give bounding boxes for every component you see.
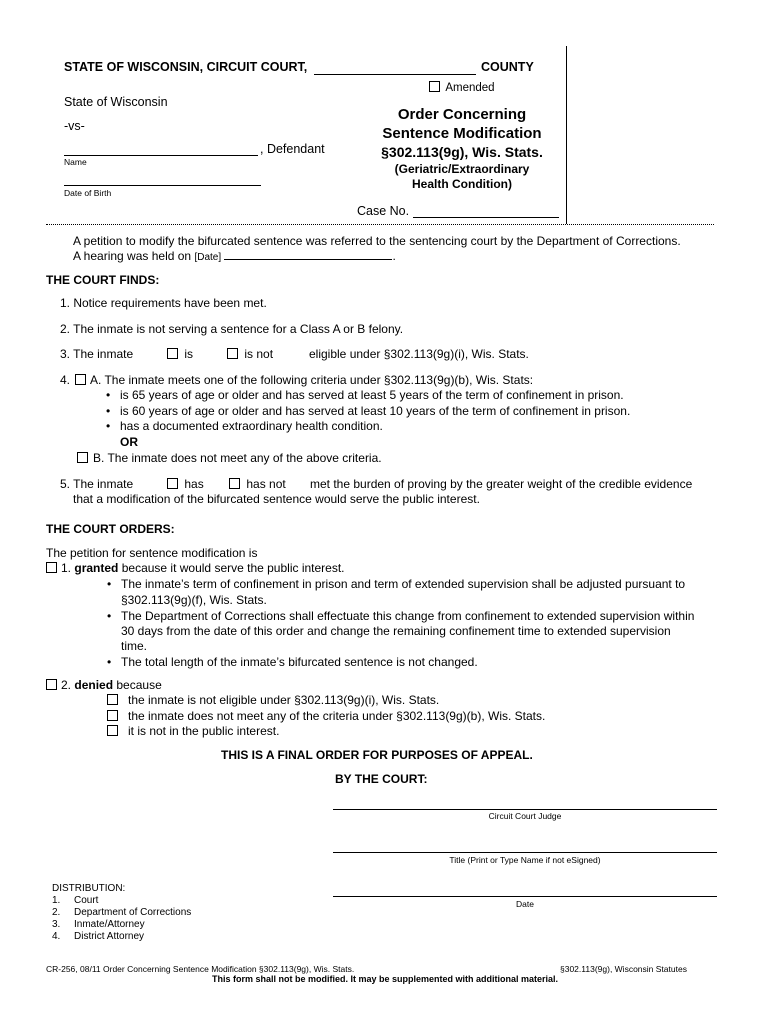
granted-num: 1. bbox=[61, 561, 72, 575]
distribution-item-2 bbox=[52, 907, 191, 918]
header-separator bbox=[46, 224, 714, 225]
finding-4b-text: B. The inmate does not meet any of the above criteria. bbox=[93, 451, 382, 465]
final-order-notice: THIS IS A FINAL ORDER FOR PURPOSES OF APPEAL. bbox=[221, 748, 533, 762]
name-label: Name bbox=[64, 157, 87, 167]
finding-4a-bullet-1: • is 65 years of age or older and has served at least 5 years of the term of confinement in prison. bbox=[120, 388, 624, 402]
finding-5-prefix: 5. The inmate bbox=[60, 477, 134, 491]
denied-num: 2. bbox=[61, 678, 72, 692]
denied-reason-3-checkbox[interactable] bbox=[107, 725, 118, 736]
judge-signature-line[interactable] bbox=[333, 809, 717, 810]
form-title-5: Health Condition) bbox=[412, 177, 512, 191]
form-title-4: (Geriatric/Extraordinary bbox=[394, 162, 530, 176]
finding-4b-checkbox[interactable] bbox=[77, 452, 88, 463]
intro-hearing-text: A hearing was held on bbox=[73, 249, 192, 263]
distribution-item-3 bbox=[52, 919, 145, 930]
granted-bullet-3: • The total length of the inmate’s bifurcated sentence is not changed. bbox=[121, 655, 478, 669]
finding-5-hasnot-label: has not bbox=[246, 477, 286, 491]
finding-5-suffix: met the burden of proving by the greater weight of the credible evidence bbox=[310, 477, 693, 491]
granted-bullet-1b: §302.113(9g)(f), Wis. Stats. bbox=[121, 593, 267, 607]
granted-reason: because it would serve the public interest. bbox=[121, 561, 345, 575]
footer-form-id: CR-256, 08/11 Order Concerning Sentence Modification §302.113(9g), Wis. Stats. bbox=[46, 964, 355, 974]
intro-line-2 bbox=[73, 249, 396, 263]
intro-line-1: A petition to modify the bifurcated sentence was referred to the sentencing court by the Department of Corrections. bbox=[73, 234, 681, 248]
finding-3-isnot-option[interactable] bbox=[227, 347, 273, 361]
state-party: State of Wisconsin bbox=[64, 95, 168, 109]
by-the-court: BY THE COURT: bbox=[335, 772, 428, 786]
finding-4a-text: A. The inmate meets one of the following criteria under §302.113(9g)(b), Wis. Stats: bbox=[90, 373, 534, 387]
form-title-2: Sentence Modification bbox=[382, 125, 542, 142]
finding-4a-bullet-2: • is 60 years of age or older and has served at least 10 years of the term of confinement in prison. bbox=[120, 404, 630, 418]
finding-3-is-checkbox[interactable] bbox=[167, 348, 178, 359]
denied-word: denied bbox=[74, 678, 114, 692]
finding-5-has-label: has bbox=[184, 477, 204, 491]
date-line[interactable] bbox=[333, 896, 717, 897]
case-no-line[interactable] bbox=[413, 217, 559, 218]
distribution-num-4: 4. bbox=[52, 931, 61, 942]
denied-reason-2-checkbox[interactable] bbox=[107, 710, 118, 721]
finding-4a-checkbox[interactable] bbox=[75, 374, 86, 385]
denied-reason-1-checkbox[interactable] bbox=[107, 694, 118, 705]
finding-3-prefix: 3. The inmate bbox=[60, 347, 134, 361]
granted-bullet-2a: • The Department of Corrections shall effectuate this change from confinement to extended supervision within bbox=[121, 609, 694, 623]
granted-line bbox=[61, 561, 345, 575]
granted-bullet-2b: 30 days from the date of this order and change the remaining confinement time to extended supervision bbox=[121, 624, 671, 638]
distribution-label-2: Department of Corrections bbox=[74, 907, 192, 918]
finding-2: 2. The inmate is not serving a sentence for a Class A or B felony. bbox=[60, 322, 404, 336]
finding-3-is-label: is bbox=[184, 347, 194, 361]
granted-checkbox[interactable] bbox=[46, 562, 57, 573]
amended-label: Amended bbox=[445, 82, 495, 94]
finding-5-continuation: that a modification of the bifurcated sentence would serve the public interest. bbox=[73, 492, 480, 506]
case-no-label: Case No. bbox=[357, 204, 410, 218]
form-title-3: §302.113(9g), Wis. Stats. bbox=[381, 144, 543, 160]
finding-3-suffix: eligible under §302.113(9g)(i), Wis. Stats. bbox=[309, 347, 529, 361]
finding-4a-bullet-3: • has a documented extraordinary health condition. bbox=[120, 419, 383, 433]
finding-4-or: OR bbox=[120, 435, 138, 449]
finding-5-hasnot-checkbox[interactable] bbox=[229, 478, 240, 489]
orders-heading: THE COURT ORDERS: bbox=[46, 522, 175, 536]
finding-3-isnot-checkbox[interactable] bbox=[227, 348, 238, 359]
intro-date-label: [Date] bbox=[194, 252, 222, 263]
finding-5-has-checkbox[interactable] bbox=[167, 478, 178, 489]
dob-line[interactable] bbox=[64, 185, 261, 186]
denied-reason-1: the inmate is not eligible under §302.113(9g)(i), Wis. Stats. bbox=[128, 693, 440, 707]
denied-checkbox[interactable] bbox=[46, 679, 57, 690]
dob-label: Date of Birth bbox=[64, 188, 112, 198]
finding-1: 1. Notice requirements have been met. bbox=[60, 296, 267, 310]
distribution-num-3: 3. bbox=[52, 919, 61, 930]
finding-4-num: 4. bbox=[60, 373, 71, 387]
defendant-label: , Defendant bbox=[260, 142, 325, 156]
findings-heading: THE COURT FINDS: bbox=[46, 273, 160, 287]
judge-label: Circuit Court Judge bbox=[488, 811, 562, 821]
distribution-item-1 bbox=[52, 895, 98, 906]
distribution-label-4: District Attorney bbox=[74, 931, 145, 942]
amended-checkbox[interactable] bbox=[429, 81, 440, 92]
hearing-date-line[interactable] bbox=[224, 249, 392, 260]
finding-3-is-option[interactable] bbox=[167, 347, 193, 361]
granted-word: granted bbox=[74, 561, 119, 575]
amended-option[interactable] bbox=[429, 80, 495, 94]
header-divider bbox=[566, 46, 567, 224]
denied-reason-2: the inmate does not meet any of the criteria under §302.113(9g)(b), Wis. Stats. bbox=[128, 709, 546, 723]
court-title: STATE OF WISCONSIN, CIRCUIT COURT, bbox=[64, 60, 308, 74]
denied-reason-3: it is not in the public interest. bbox=[128, 724, 280, 738]
footer-statute: §302.113(9g), Wisconsin Statutes bbox=[560, 964, 687, 974]
title-label: Title (Print or Type Name if not eSigned) bbox=[449, 855, 601, 865]
county-label: COUNTY bbox=[481, 60, 534, 74]
form-title-1: Order Concerning bbox=[397, 106, 527, 123]
footer-notice: This form shall not be modified. It may be supplemented with additional material. bbox=[211, 974, 559, 984]
distribution-item-4 bbox=[52, 931, 144, 942]
finding-5-has-option[interactable] bbox=[167, 477, 204, 491]
granted-bullet-2c: time. bbox=[121, 639, 148, 653]
distribution-label-3: Inmate/Attorney bbox=[74, 919, 145, 930]
distribution-num-1: 1. bbox=[52, 895, 61, 906]
granted-bullet-1a: • The inmate’s term of confinement in prison and term of extended supervision shall be adjusted pursuant to bbox=[121, 577, 685, 591]
distribution-num-2: 2. bbox=[52, 907, 61, 918]
distribution-label-1: Court bbox=[74, 895, 99, 906]
distribution-heading: DISTRIBUTION: bbox=[52, 883, 126, 894]
finding-5-hasnot-option[interactable] bbox=[229, 477, 286, 491]
date-label: Date bbox=[516, 899, 534, 909]
defendant-name-line[interactable] bbox=[64, 155, 258, 156]
orders-intro: The petition for sentence modification is bbox=[46, 546, 258, 560]
finding-3-isnot-label: is not bbox=[244, 347, 274, 361]
county-blank[interactable] bbox=[314, 74, 476, 75]
intro-period: . bbox=[392, 249, 396, 263]
versus: -vs- bbox=[64, 119, 85, 133]
title-line[interactable] bbox=[333, 852, 717, 853]
denied-line bbox=[61, 678, 162, 692]
denied-because: because bbox=[116, 678, 162, 692]
